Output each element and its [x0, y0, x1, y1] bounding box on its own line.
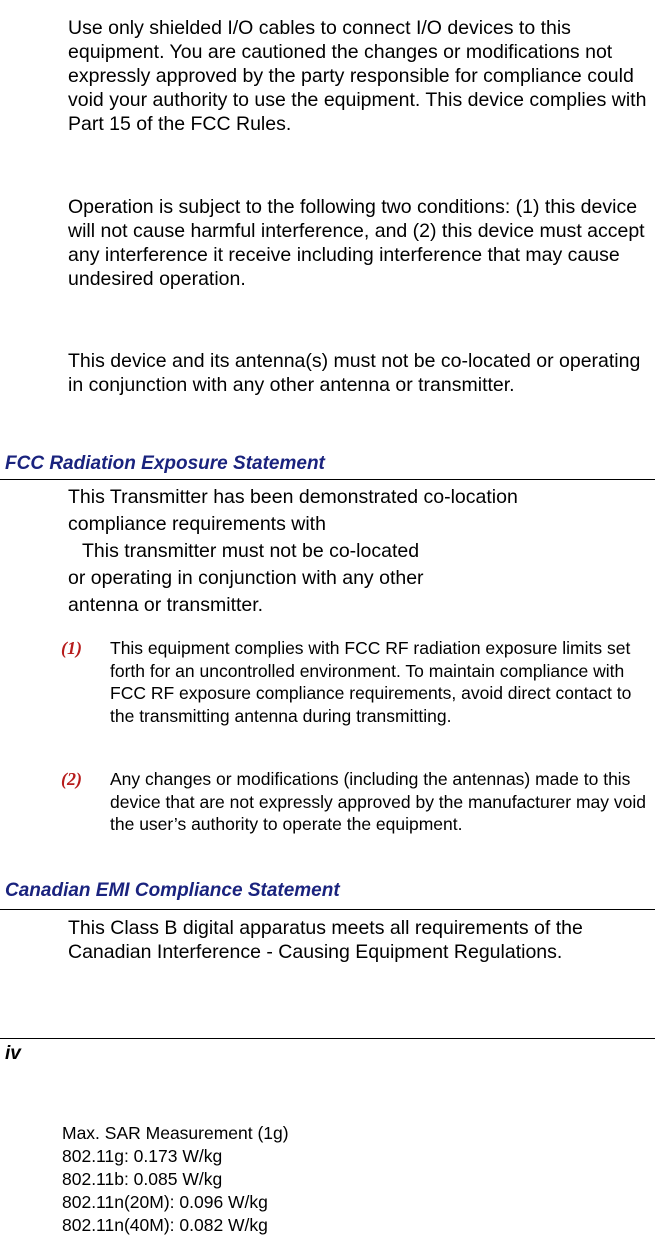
fcc-radiation-divider: [0, 479, 655, 480]
sar-value-80211n-20m: 802.11n(20M): 0.096 W/kg: [62, 1192, 268, 1212]
canadian-heading: Canadian EMI Compliance Statement: [5, 880, 340, 901]
sar-value-80211g: 802.11g: 0.173 W/kg: [62, 1146, 223, 1166]
fcc-radiation-line-4: or operating in conjunction with any other: [68, 567, 424, 589]
fcc-radiation-line-1: This Transmitter has been demonstrated co-location: [68, 486, 518, 508]
sar-title: Max. SAR Measurement (1g): [62, 1123, 289, 1143]
fcc-radiation-line-2: compliance requirements with: [68, 513, 326, 535]
canadian-paragraph: This Class B digital apparatus meets all requirements of the Canadian Interference - Causing Equipment Regulations.: [68, 917, 583, 963]
item-number-1: (1): [61, 638, 82, 658]
operation-conditions-paragraph: Operation is subject to the following two conditions: (1) this device will not cause harmful interference, and (2) this device must accept any interference it receive including interference that may cause undesired operation.: [68, 196, 645, 290]
co-location-paragraph: This device and its antenna(s) must not be co-located or operating in conjunction with any other antenna or transmitter.: [68, 350, 641, 396]
sar-value-80211b: 802.11b: 0.085 W/kg: [62, 1169, 223, 1189]
fcc-radiation-line-3: This transmitter must not be co-located: [82, 540, 420, 562]
fcc-radiation-heading: FCC Radiation Exposure Statement: [5, 453, 325, 474]
item-text-2: Any changes or modifications (including the antennas) made to this device that are not expressly approved by the manufacturer may void the user’s authority to operate the equipment.: [110, 769, 646, 834]
canadian-divider: [0, 909, 655, 910]
sar-value-80211n-40m: 802.11n(40M): 0.082 W/kg: [62, 1215, 268, 1235]
item-text-1: This equipment complies with FCC RF radiation exposure limits set forth for an uncontrolled environment. To maintain compliance with FCC RF exposure compliance requirements, avoid direct contact to the transmitting antenna during transmitting.: [110, 638, 632, 726]
footer-divider: [0, 1038, 655, 1039]
fcc-radiation-line-5: antenna or transmitter.: [68, 594, 264, 616]
item-number-2: (2): [61, 769, 82, 789]
page-number: iv: [5, 1043, 21, 1064]
shielded-cables-paragraph: Use only shielded I/O cables to connect I/O devices to this equipment. You are cautioned the changes or modifications not expressly approved by the party responsible for compliance could void your authority to use the equipment. This device complies with Part 15 of the FCC Rules.: [68, 17, 647, 135]
